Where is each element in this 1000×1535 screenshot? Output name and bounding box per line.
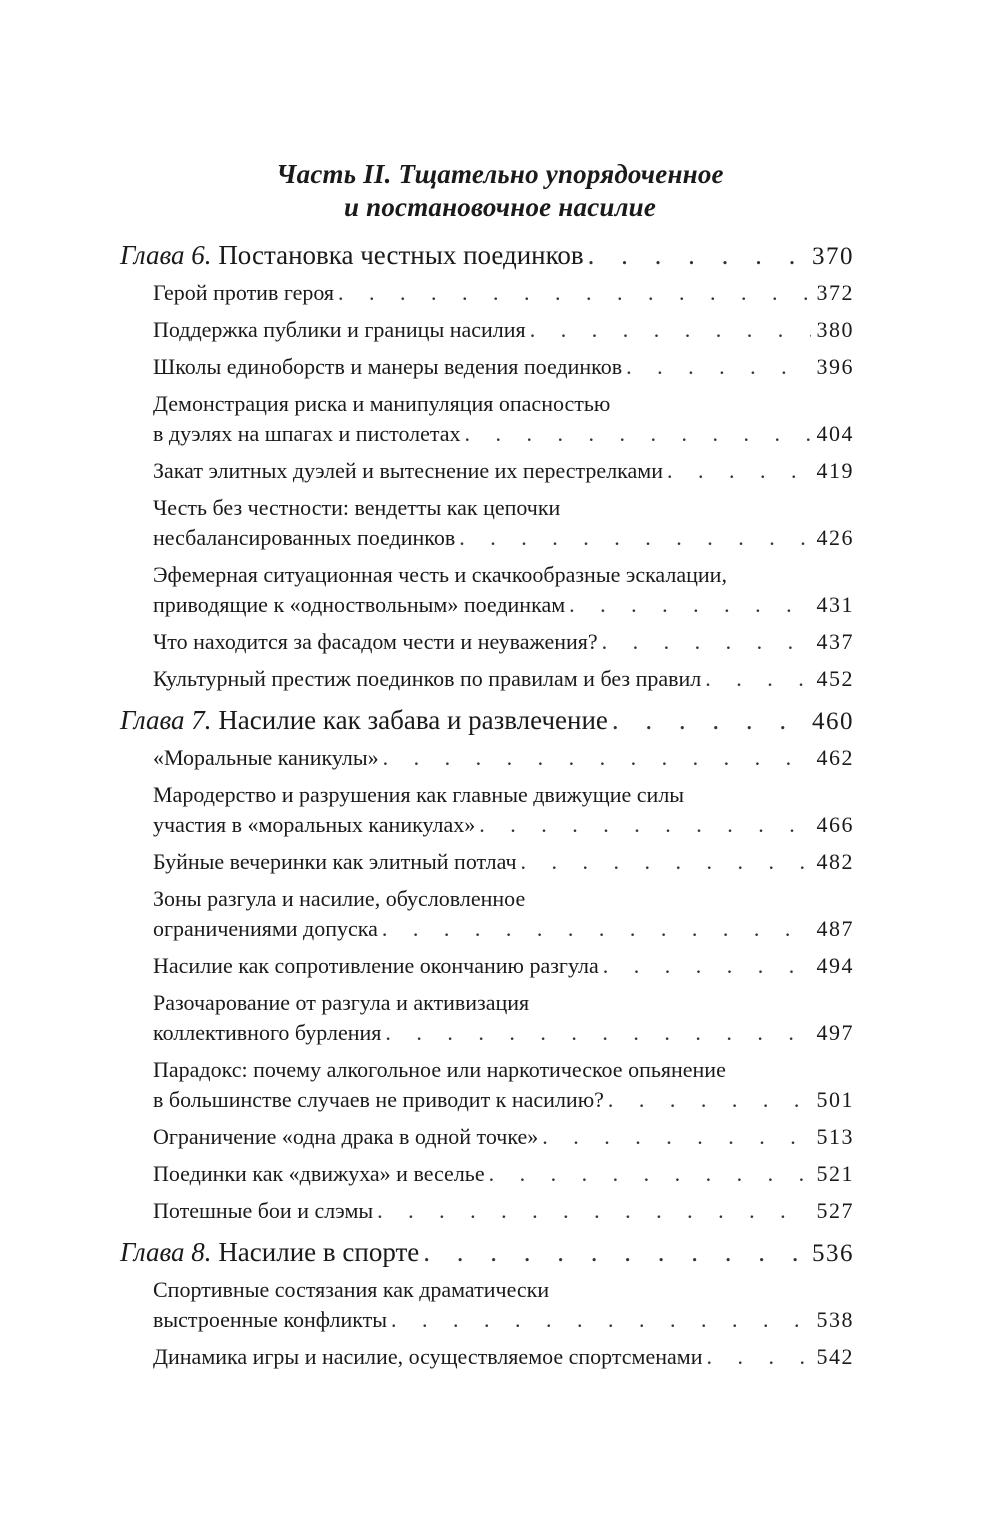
section-row: [153, 1122, 854, 1152]
section-title-line-1: Честь без честности: вендетты как цепочки: [153, 495, 561, 520]
section-title: Насилие как сопротивление окончанию разгула: [153, 953, 599, 978]
dot-leader: [391, 1305, 810, 1335]
chapter-title-text: Насилие в спорте: [218, 1237, 420, 1267]
chapter-heading[interactable]: [120, 236, 854, 276]
toc-section-entry[interactable]: [120, 884, 854, 944]
toc-section-entry[interactable]: [120, 389, 854, 449]
part-heading: [0, 158, 1000, 224]
section-page-number: 419: [816, 458, 854, 483]
dot-leader: [383, 743, 811, 773]
toc-section-entry[interactable]: [120, 560, 854, 620]
section-title-line-2: несбалансированных поединков: [153, 525, 456, 550]
section-page-number: 487: [816, 916, 854, 941]
section-row: [153, 1305, 854, 1335]
table-of-contents: [120, 236, 854, 1379]
section-page-number: 372: [816, 280, 854, 305]
section-page-number: 431: [816, 592, 854, 617]
toc-section-entry[interactable]: [120, 315, 854, 345]
section-page-number: 482: [816, 849, 854, 874]
section-page-number: 542: [816, 1344, 854, 1369]
section-title: «Моральные каникулы»: [153, 745, 379, 770]
section-title-line-2: в дуэлях на шпагах и пистолетах: [153, 421, 461, 446]
dot-leader: [479, 810, 810, 840]
toc-section-entry[interactable]: [120, 456, 854, 486]
section-title: Поддержка публики и границы насилия: [153, 317, 526, 342]
toc-section-entry[interactable]: [120, 780, 854, 840]
dot-leader: [385, 1018, 810, 1048]
toc-section-entry[interactable]: [120, 743, 854, 773]
dot-leader: [423, 1233, 806, 1271]
chapter-label: Глава 6.: [120, 240, 212, 270]
chapter-title-text: Постановка честных поединков: [218, 240, 584, 270]
section-title-line-2: приводящие к «одноствольным» поединкам: [153, 592, 566, 617]
toc-section-entry[interactable]: [120, 1342, 854, 1372]
section-page-number: 538: [816, 1307, 854, 1332]
section-row: [153, 523, 854, 553]
section-title-line-1: Эфемерная ситуационная честь и скачкообразные эскалации,: [153, 562, 727, 587]
dot-leader: [569, 590, 810, 620]
dot-leader: [338, 278, 810, 308]
chapter-page-number: 460: [812, 708, 854, 735]
section-title-line-2: выстроенные конфликты: [153, 1307, 388, 1332]
section-row: [153, 743, 854, 773]
chapter-label: Глава 8.: [120, 1237, 212, 1267]
section-title: Герой против героя: [153, 280, 335, 305]
section-title-line-1: Разочарование от разгула и активизация: [153, 990, 530, 1015]
section-page-number: 437: [816, 629, 854, 654]
section-title: Культурный престиж поединков по правилам и без правил: [153, 666, 702, 691]
toc-section-entry[interactable]: [120, 1122, 854, 1152]
dot-leader: [626, 352, 810, 382]
section-title-line-1: Демонстрация риска и манипуляция опасностью: [153, 391, 611, 416]
toc-section-entry[interactable]: [120, 1196, 854, 1226]
section-title: Закат элитных дуэлей и вытеснение их перестрелками: [153, 458, 663, 483]
toc-section-entry[interactable]: [120, 1159, 854, 1189]
section-page-number: 404: [816, 421, 854, 446]
dot-leader: [706, 1342, 810, 1372]
section-title-line-1: Спортивные состязания как драматически: [153, 1277, 550, 1302]
section-row: [153, 590, 854, 620]
part-title-line-1: Часть II. Тщательно упорядоченное: [276, 159, 724, 189]
dot-leader: [530, 315, 811, 345]
section-title: Ограничение «одна драка в одной точке»: [153, 1124, 539, 1149]
dot-leader: [602, 627, 811, 657]
section-page-number: 501: [816, 1087, 854, 1112]
section-page-number: 527: [816, 1198, 854, 1223]
section-title-line-1: Зоны разгула и насилие, обусловленное: [153, 886, 526, 911]
section-row: [153, 352, 854, 382]
section-row: [153, 419, 854, 449]
section-row: [153, 315, 854, 345]
chapter-title: [120, 701, 608, 739]
section-title-line-1: Мародерство и разрушения как главные движущие силы: [153, 782, 685, 807]
section-page-number: 396: [816, 354, 854, 379]
chapter-title: [120, 1233, 419, 1271]
toc-section-entry[interactable]: [120, 664, 854, 694]
dot-leader: [603, 951, 811, 981]
chapter-heading[interactable]: [120, 1233, 854, 1273]
dot-leader: [705, 664, 810, 694]
chapter-block: [120, 701, 854, 1226]
section-title: Школы единоборств и манеры ведения поединков: [153, 354, 623, 379]
section-row: [153, 1196, 854, 1226]
section-title: Динамика игры и насилие, осуществляемое спортсменами: [153, 1344, 703, 1369]
section-title: Буйные вечеринки как элитный потлач: [153, 849, 517, 874]
section-row: [153, 847, 854, 877]
section-row: [153, 914, 854, 944]
toc-section-entry[interactable]: [120, 493, 854, 553]
section-title-line-2: в большинстве случаев не приводит к насилию?: [153, 1087, 604, 1112]
section-page-number: 426: [816, 525, 854, 550]
dot-leader: [588, 236, 806, 274]
part-title-line-2: и постановочное насилие: [343, 192, 657, 222]
section-row: [153, 1018, 854, 1048]
section-title-line-1: Парадокс: почему алкогольное или наркотическое опьянение: [153, 1057, 726, 1082]
toc-section-entry[interactable]: [120, 988, 854, 1048]
section-title: Что находится за фасадом чести и неуважения?: [153, 629, 598, 654]
section-row: [153, 1085, 854, 1115]
section-page-number: 380: [816, 317, 854, 342]
section-title-line-2: ограничениями допуска: [153, 916, 378, 941]
toc-section-entry[interactable]: [120, 1055, 854, 1115]
chapter-page-number: 370: [812, 243, 854, 270]
toc-section-entry[interactable]: [120, 1275, 854, 1335]
section-title: Потешные бои и слэмы: [153, 1198, 374, 1223]
section-row: [153, 627, 854, 657]
section-page-number: 513: [816, 1124, 854, 1149]
dot-leader: [521, 847, 811, 877]
section-title: Поединки как «движуха» и веселье: [153, 1161, 485, 1186]
chapter-block: [120, 1233, 854, 1372]
section-row: [153, 456, 854, 486]
section-page-number: 497: [816, 1020, 854, 1045]
chapter-heading[interactable]: [120, 701, 854, 741]
toc-section-entry[interactable]: [120, 847, 854, 877]
section-page-number: 452: [816, 666, 854, 691]
section-page-number: 494: [816, 953, 854, 978]
section-page-number: 462: [816, 745, 854, 770]
dot-leader: [459, 523, 810, 553]
section-row: [153, 1159, 854, 1189]
chapter-title-text: Насилие как забава и развлечение: [218, 705, 608, 735]
dot-leader: [542, 1122, 810, 1152]
toc-section-entry[interactable]: [120, 951, 854, 981]
toc-section-entry[interactable]: [120, 278, 854, 308]
dot-leader: [377, 1196, 810, 1226]
dot-leader: [608, 1085, 811, 1115]
dot-leader: [382, 914, 811, 944]
section-title-line-2: коллективного бурления: [153, 1020, 382, 1045]
section-row: [153, 1342, 854, 1372]
section-row: [153, 810, 854, 840]
toc-section-entry[interactable]: [120, 627, 854, 657]
section-row: [153, 664, 854, 694]
chapter-label: Глава 7.: [120, 705, 212, 735]
chapter-title: [120, 236, 584, 274]
section-page-number: 521: [816, 1161, 854, 1186]
dot-leader: [465, 419, 811, 449]
section-row: [153, 951, 854, 981]
section-title-line-2: участия в «моральных каникулах»: [153, 812, 476, 837]
chapter-page-number: 536: [812, 1240, 854, 1267]
chapter-block: [120, 236, 854, 694]
section-row: [153, 278, 854, 308]
dot-leader: [612, 701, 806, 739]
toc-section-entry[interactable]: [120, 352, 854, 382]
section-page-number: 466: [816, 812, 854, 837]
dot-leader: [667, 456, 811, 486]
dot-leader: [489, 1159, 811, 1189]
